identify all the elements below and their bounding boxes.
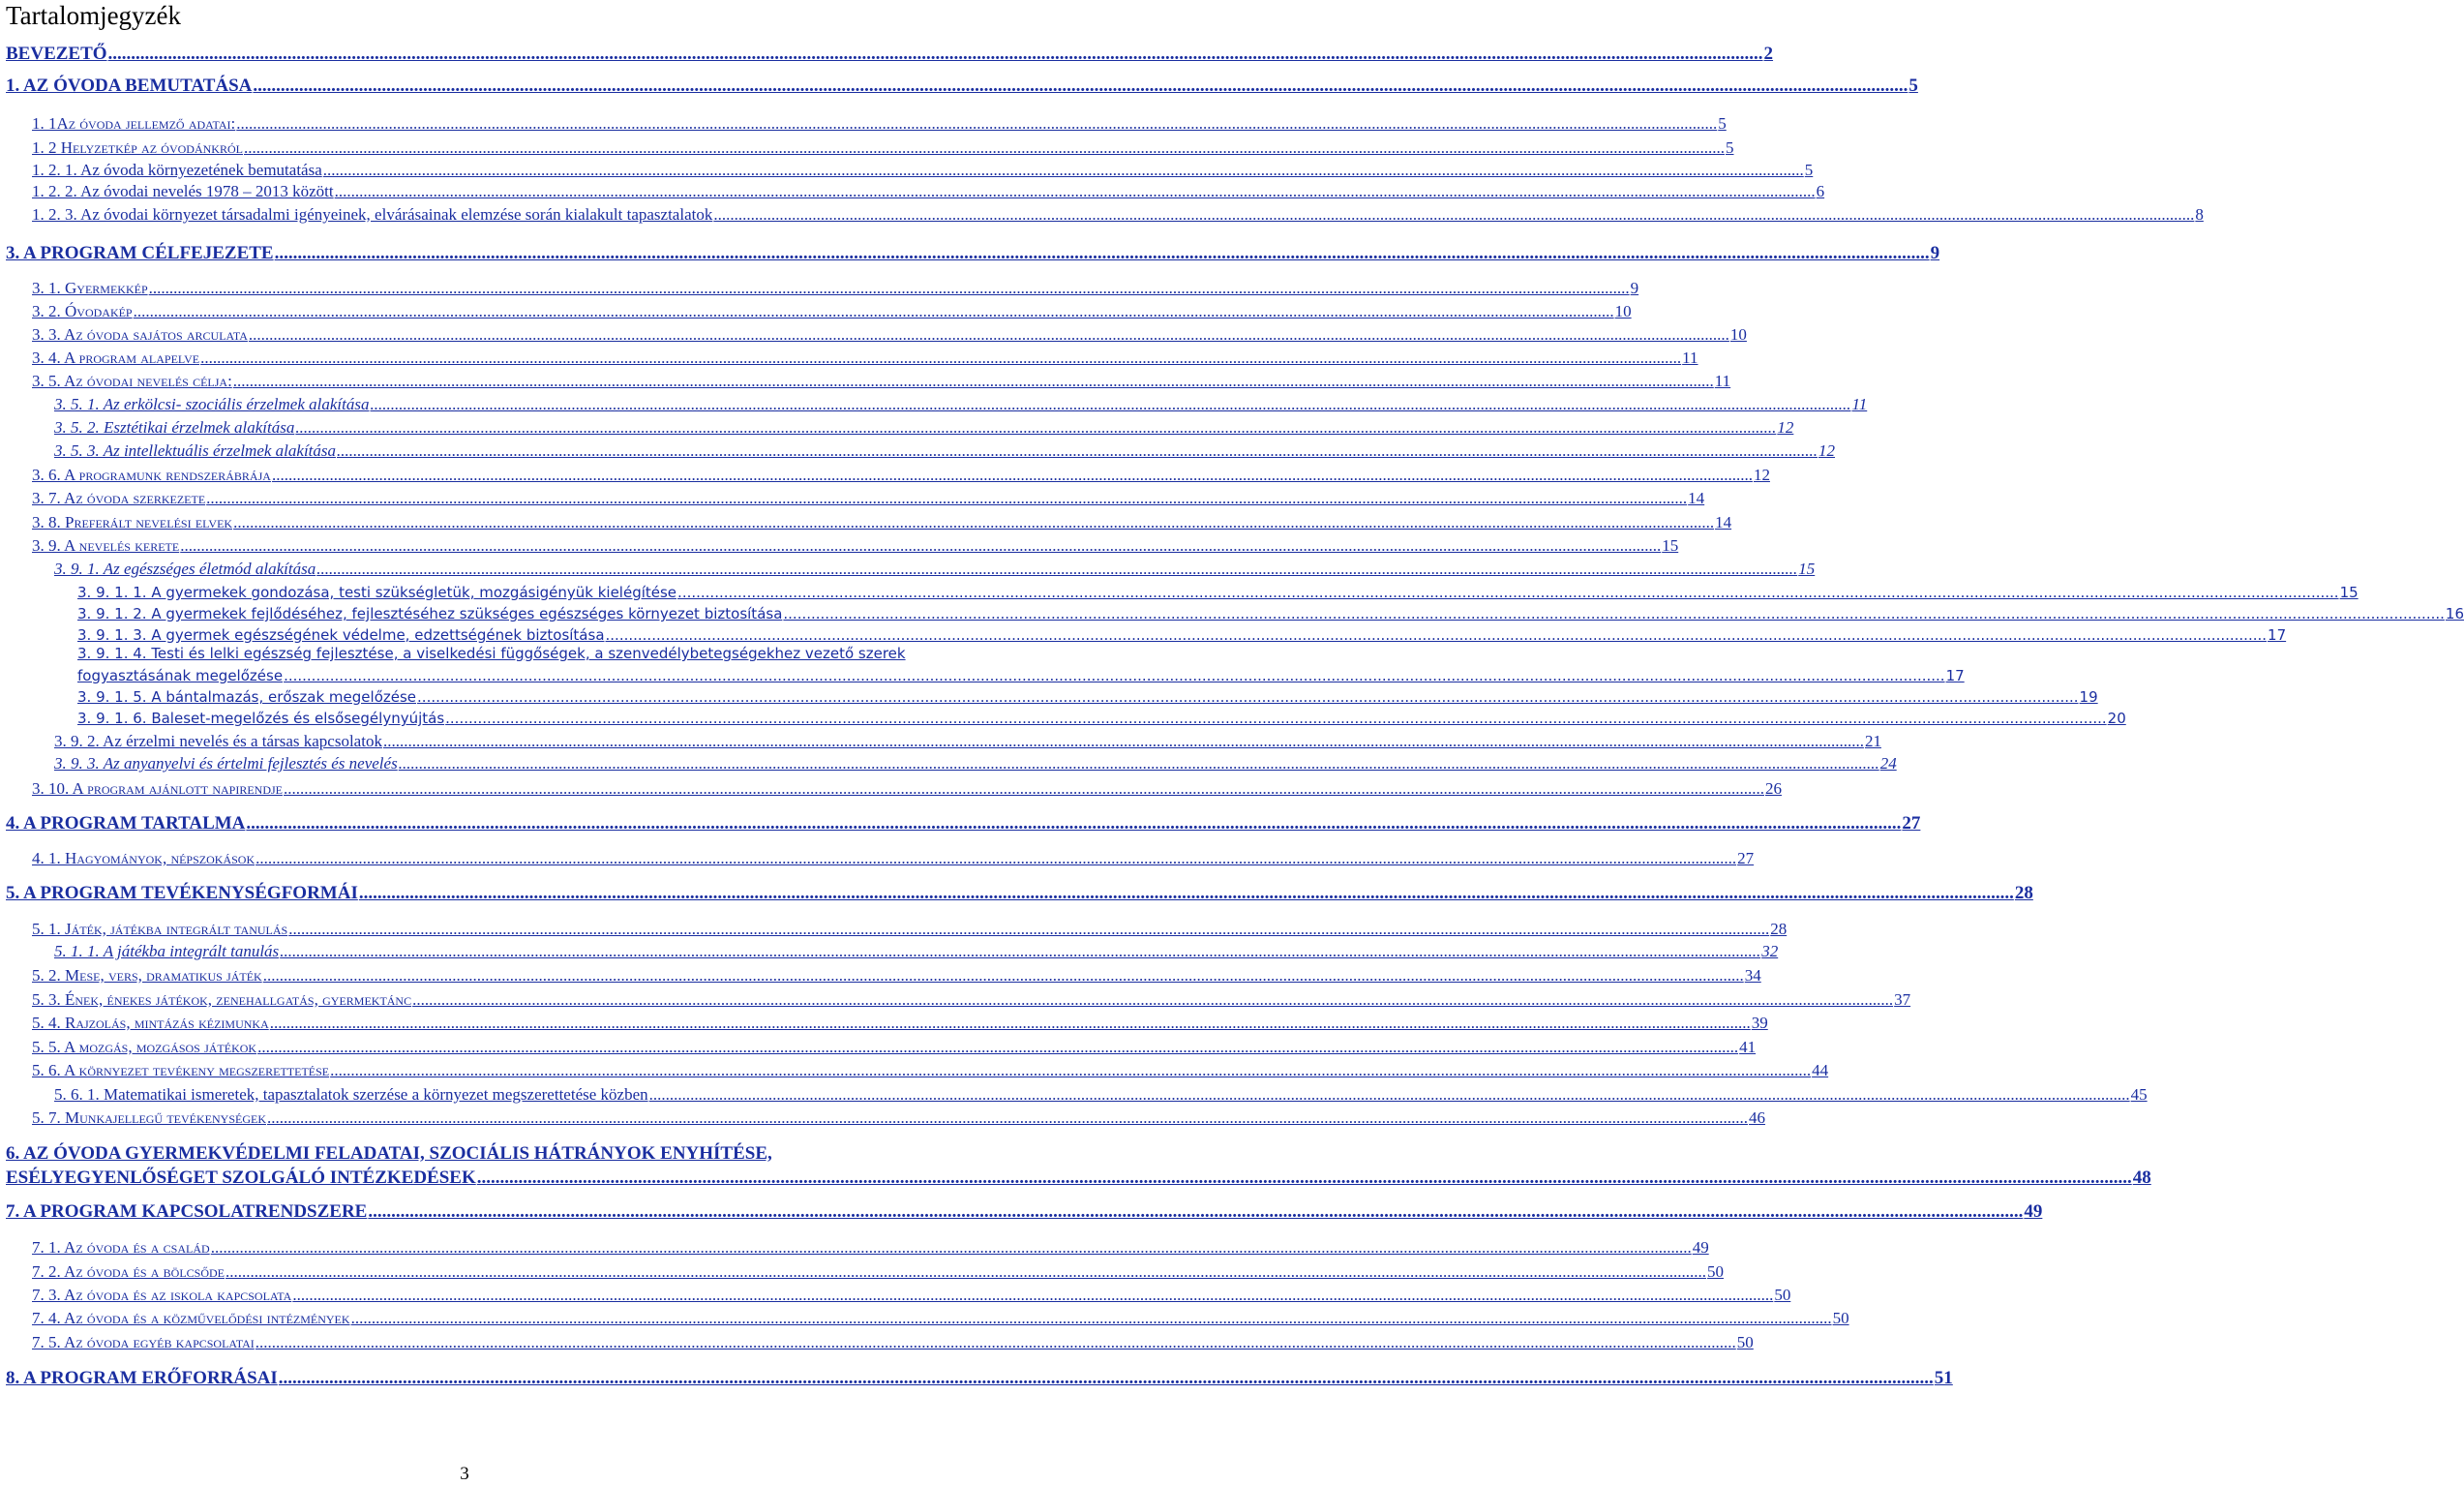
toc-entry-label: 3. 9. 1. 3. A gyermek egészségének védelme, edzettségének biztosítása	[77, 626, 605, 644]
toc-entry[interactable]	[77, 685, 2098, 709]
toc-entry[interactable]	[32, 487, 1705, 510]
toc-dot-leader	[316, 558, 1797, 581]
toc-entry-page: 37	[1894, 990, 1911, 1009]
toc-entry-label: 7. 3. Az óvoda és az iskola kapcsolata	[32, 1286, 292, 1304]
toc-entry-label: fogyasztásának megelőzése	[77, 667, 284, 684]
toc-entry[interactable]	[32, 1307, 1849, 1330]
toc-entry-label: 1. 1Az óvoda jellemző adatai:	[32, 114, 236, 133]
toc-entry-label: 3. 5. 1. Az erkölcsi- szociális érzelmek alakítása	[54, 395, 370, 413]
toc-dot-leader	[253, 75, 1908, 98]
toc-entry-label: 5. 7. Munkajellegű tevékenységek	[32, 1108, 267, 1127]
toc-dot-leader	[225, 1260, 1706, 1284]
toc-entry[interactable]	[54, 440, 1836, 463]
toc-entry-page: 26	[1765, 779, 1782, 798]
toc-entry-label: 4. A PROGRAM TARTALMA	[6, 813, 246, 834]
toc-dot-leader	[445, 707, 2107, 730]
toc-dot-leader	[257, 1036, 1738, 1059]
toc-entry[interactable]	[32, 1236, 1709, 1259]
toc-entry-page: 10	[1729, 325, 1747, 344]
toc-entry-label: 3. 2. Óvodakép	[32, 302, 133, 320]
toc-entry[interactable]	[77, 707, 2126, 730]
toc-entry-label: 3. 9. 1. 6. Baleset-megelőzés és elsősegélynyújtás	[77, 710, 445, 727]
toc-entry-page: 11	[1682, 349, 1698, 367]
toc-dot-leader	[246, 812, 1901, 835]
toc-entry-label: 7. 4. Az óvoda és a közművelődési intézmények	[32, 1309, 350, 1327]
toc-entry-label: 3. 6. A programunk rendszerábrája	[32, 466, 271, 484]
toc-dot-leader	[236, 112, 1717, 136]
toc-entry[interactable]	[32, 370, 1731, 393]
toc-dot-leader	[383, 730, 1864, 753]
toc-entry-page: 32	[1761, 942, 1779, 960]
toc-entry[interactable]	[32, 1059, 1829, 1082]
toc-entry[interactable]	[32, 964, 1761, 987]
toc-entry-page: 15	[1662, 536, 1679, 555]
toc-entry-label: 7. 2. Az óvoda és a bölcsőde	[32, 1262, 225, 1281]
toc-entry[interactable]	[32, 180, 1825, 203]
toc-entry-label: 3. 1. Gyermekkép	[32, 279, 148, 297]
toc-entry[interactable]	[32, 323, 1747, 347]
toc-entry-page: 49	[2024, 1201, 2043, 1222]
toc-entry[interactable]	[32, 203, 2204, 227]
toc-entry[interactable]	[32, 534, 1679, 558]
toc-dot-leader	[295, 416, 1776, 440]
toc-dot-leader	[288, 918, 1769, 941]
toc-entry-label: 5. 3. Ének, énekes játékok, zenehallgatás, gyermektánc	[32, 990, 412, 1009]
toc-dot-leader	[370, 393, 1850, 416]
toc-entry-page: 27	[1902, 813, 1921, 834]
toc-entry-label: 5. 4. Rajzolás, mintázás kézimunka	[32, 1014, 269, 1032]
toc-entry[interactable]	[6, 882, 2033, 905]
toc-dot-leader	[292, 1284, 1773, 1307]
toc-entry-page: 44	[1812, 1061, 1829, 1079]
toc-entry-label: 3. 3. Az óvoda sajátos arculata	[32, 325, 248, 344]
toc-entry[interactable]	[32, 1107, 1766, 1130]
toc-entry-label: 1. AZ ÓVODA BEMUTATÁSA	[6, 76, 253, 96]
toc-entry[interactable]	[32, 777, 1782, 801]
toc-entry[interactable]	[32, 1284, 1791, 1307]
toc-dot-leader	[200, 347, 1681, 370]
toc-entry[interactable]	[6, 1167, 2151, 1190]
toc-entry[interactable]	[6, 242, 1940, 265]
toc-entry-page: 39	[1751, 1014, 1768, 1032]
toc-entry[interactable]	[32, 112, 1727, 136]
toc-entry[interactable]	[77, 664, 1965, 687]
toc-dot-leader	[149, 277, 1630, 300]
toc-entry-label: 3. A PROGRAM CÉLFEJEZETE	[6, 243, 274, 263]
toc-dot-leader	[211, 1236, 1692, 1259]
toc-entry-label: 1. 2. 1. Az óvoda környezetének bemutatása	[32, 161, 322, 179]
toc-entry-label: 3. 5. Az óvodai nevelés célja:	[32, 372, 232, 390]
toc-entry-page: 6	[1816, 182, 1825, 200]
toc-entry[interactable]	[54, 1083, 2148, 1107]
toc-entry-label: 3. 7. Az óvoda szerkezete	[32, 489, 206, 507]
toc-dot-leader	[255, 847, 1736, 870]
toc-entry-page: 10	[1614, 302, 1632, 320]
toc-dot-leader	[275, 242, 1930, 265]
toc-dot-leader	[206, 487, 1687, 510]
toc-entry-label: 5. 5. A mozgás, mozgásos játékok	[32, 1038, 257, 1056]
toc-entry-label: 5. 2. Mese, vers, dramatikus játék	[32, 966, 262, 985]
toc-entry-page: 50	[1832, 1309, 1849, 1327]
toc-entry-page: 12	[1777, 418, 1794, 437]
toc-dot-leader	[284, 664, 1945, 687]
toc-dot-leader	[359, 882, 2014, 905]
toc-entry-label: 5. 1. Játék, játékba integrált tanulás	[32, 920, 288, 938]
toc-entry[interactable]	[54, 730, 1881, 753]
toc-entry-page: 12	[1753, 466, 1770, 484]
toc-entry-page: 17	[2268, 626, 2287, 644]
toc-entry-page: 45	[2130, 1085, 2148, 1104]
toc-dot-leader	[677, 581, 2339, 604]
toc-dot-leader	[249, 323, 1729, 347]
toc-entry-page: 50	[1774, 1286, 1791, 1304]
toc-entry[interactable]	[6, 812, 1921, 835]
toc-entry-label: 3. 4. A program alapelve	[32, 349, 200, 367]
toc-entry[interactable]	[32, 159, 1814, 182]
toc-entry-page: 50	[1707, 1262, 1725, 1281]
toc-dot-leader	[272, 464, 1753, 487]
toc-dot-leader	[244, 136, 1725, 160]
toc-entry-page: 48	[2132, 1168, 2151, 1188]
toc-entry-label: 7. 5. Az óvoda egyéb kapcsolatai	[32, 1333, 255, 1351]
toc-entry-page: 5	[1718, 114, 1727, 133]
toc-entry-label: 3. 10. A program ajánlott napirendje	[32, 779, 283, 798]
toc-entry[interactable]	[32, 300, 1632, 323]
toc-entry-label: 7. 1. Az óvoda és a család	[32, 1238, 210, 1257]
toc-entry-page: 11	[1851, 395, 1868, 413]
toc-dot-leader	[399, 752, 1879, 775]
toc-entry-page: 28	[1770, 920, 1788, 938]
toc-dot-leader	[255, 1331, 1736, 1354]
toc-dot-leader	[233, 370, 1714, 393]
toc-dot-leader	[649, 1083, 2130, 1107]
toc-entry-label: 3. 9. 1. 2. A gyermekek fejlődéséhez, fejlesztéséhez szükséges egészséges környezet biztosítása	[77, 605, 783, 622]
toc-entry-line[interactable]: 3. 9. 1. 4. Testi és lelki egészség fejlesztése, a viselkedési függőségek, a szenvedélybetegségekhez vezető szerek	[77, 645, 906, 662]
toc-entry-label: 5. 6. 1. Matematikai ismeretek, tapasztalatok szerzése a környezet megszerettetése közben	[54, 1085, 648, 1104]
toc-entry-page: 50	[1736, 1333, 1754, 1351]
toc-entry-label: 3. 9. A nevelés kerete	[32, 536, 180, 555]
toc-entry[interactable]	[32, 847, 1755, 870]
toc-entry[interactable]	[32, 464, 1770, 487]
toc-entry[interactable]	[54, 752, 1897, 775]
toc-entry[interactable]	[54, 393, 1868, 416]
toc-entry[interactable]	[77, 581, 2359, 604]
toc-entry-page: 9	[1630, 279, 1639, 297]
toc-entry-label: 3. 9. 1. Az egészséges életmód alakítása	[54, 560, 316, 578]
toc-entry-page: 49	[1692, 1238, 1709, 1257]
toc-entry-label: ESÉLYEGYENLŐSÉGET SZOLGÁLÓ INTÉZKEDÉSEK	[6, 1168, 476, 1188]
toc-entry-page: 41	[1739, 1038, 1757, 1056]
toc-entry[interactable]	[6, 1367, 1953, 1390]
toc-dot-leader	[270, 1012, 1751, 1035]
toc-entry-label: 3. 5. 2. Esztétikai érzelmek alakítása	[54, 418, 295, 437]
toc-entry-label: 1. 2. 3. Az óvodai környezet társadalmi igényeinek, elvárásainak elemzése során kialakult tapasztalatok	[32, 205, 713, 224]
toc-entry[interactable]	[6, 1200, 2043, 1224]
toc-entry-label: 5. A PROGRAM TEVÉKENYSÉGFORMÁI	[6, 883, 358, 903]
toc-dot-leader	[330, 1059, 1811, 1082]
toc-entry[interactable]	[32, 136, 1734, 160]
toc-entry-page: 8	[2195, 205, 2204, 224]
toc-entry[interactable]	[32, 988, 1911, 1012]
toc-entry-page: 2	[1763, 44, 1774, 64]
toc-entry-label: 1. 2. 2. Az óvodai nevelés 1978 – 2013 között	[32, 182, 334, 200]
toc-entry-page: 14	[1688, 489, 1705, 507]
toc-entry-page: 21	[1864, 732, 1881, 750]
toc-entry[interactable]	[77, 602, 2464, 625]
toc-dot-leader	[337, 440, 1818, 463]
toc-entry-page: 24	[1879, 754, 1897, 773]
toc-entry-page: 11	[1714, 372, 1731, 390]
toc-entry[interactable]	[54, 416, 1794, 440]
toc-entry-label: 3. 9. 3. Az anyanyelvi és értelmi fejlesztés és nevelés	[54, 754, 398, 773]
toc-entry-label: 8. A PROGRAM ERŐFORRÁSAI	[6, 1368, 278, 1388]
toc-entry-page: 5	[1725, 138, 1734, 157]
toc-dot-leader	[783, 602, 2445, 625]
toc-dot-leader	[280, 940, 1760, 963]
toc-entry-page: 12	[1818, 441, 1836, 460]
toc-dot-leader	[368, 1200, 2023, 1224]
toc-entry-label: 3. 9. 1. 1. A gyermekek gondozása, testi szükségletük, mozgásigényük kielégítése	[77, 584, 677, 601]
toc-entry-label: 5. 1. 1. A játékba integrált tanulás	[54, 942, 280, 960]
toc-entry-page: 27	[1737, 849, 1755, 867]
toc-entry-page: 17	[1945, 667, 1965, 684]
toc-dot-leader	[108, 43, 1763, 66]
toc-dot-leader	[323, 159, 1804, 182]
toc-entry-label: 5. 6. A környezet tevékeny megszerettetése	[32, 1061, 330, 1079]
toc-entry-page: 20	[2107, 710, 2126, 727]
toc-dot-leader	[263, 964, 1744, 987]
toc-entry-page: 9	[1930, 243, 1940, 263]
toc-entry[interactable]	[32, 1331, 1754, 1354]
toc-entry[interactable]	[54, 558, 1816, 581]
toc-entry[interactable]	[32, 347, 1698, 370]
toc-entry-page: 51	[1934, 1368, 1953, 1388]
toc-dot-leader	[279, 1367, 1934, 1390]
toc-entry[interactable]	[32, 1012, 1768, 1035]
toc-entry-label: 3. 9. 2. Az érzelmi nevelés és a társas kapcsolatok	[54, 732, 382, 750]
toc-entry-page: 15	[2339, 584, 2359, 601]
toc-dot-leader	[713, 203, 2194, 227]
toc-entry-page: 28	[2014, 883, 2033, 903]
toc-entry[interactable]	[32, 511, 1732, 534]
toc-entry-label: 3. 9. 1. 5. A bántalmazás, erőszak megelőzése	[77, 688, 417, 706]
toc-entry-page: 19	[2079, 688, 2098, 706]
toc-dot-leader	[477, 1167, 2132, 1190]
toc-entry-page: 34	[1744, 966, 1761, 985]
toc-entry-page: 5	[1804, 161, 1814, 179]
toc-entry[interactable]	[6, 75, 1918, 98]
toc-entry-page: 46	[1749, 1108, 1766, 1127]
toc-dot-leader	[351, 1307, 1832, 1330]
toc-entry[interactable]	[32, 1260, 1725, 1284]
toc-dot-leader	[267, 1107, 1748, 1130]
toc-entry-page: 14	[1715, 513, 1732, 531]
page-title: Tartalomjegyzék	[6, 1, 182, 30]
toc-entry-label: 3. 5. 3. Az intellektuális érzelmek alakítása	[54, 441, 337, 460]
toc-entry-label: BEVEZETŐ	[6, 44, 107, 64]
toc-entry-page: 15	[1798, 560, 1816, 578]
toc-dot-leader	[417, 685, 2079, 709]
toc-dot-leader	[335, 180, 1816, 203]
toc-entry-page: 16	[2445, 605, 2464, 622]
toc-entry[interactable]	[6, 43, 1774, 66]
toc-entry-line[interactable]: 6. AZ ÓVODA GYERMEKVÉDELMI FELADATAI, SZOCIÁLIS HÁTRÁNYOK ENYHÍTÉSE,	[6, 1143, 772, 1164]
toc-dot-leader	[180, 534, 1661, 558]
toc-entry-label: 1. 2 Helyzetkép az óvodánkról	[32, 138, 243, 157]
toc-dot-leader	[284, 777, 1764, 801]
toc-dot-leader	[412, 988, 1893, 1012]
toc-entry-label: 3. 8. Preferált nevelési elvek	[32, 513, 233, 531]
toc-entry-label: 4. 1. Hagyományok, népszokások	[32, 849, 255, 867]
toc-entry[interactable]	[32, 1036, 1757, 1059]
toc-dot-leader	[134, 300, 1614, 323]
toc-entry[interactable]	[32, 918, 1788, 941]
page-number: 3	[460, 1464, 469, 1484]
toc-entry[interactable]	[54, 940, 1779, 963]
toc-entry[interactable]	[32, 277, 1639, 300]
toc-entry-label: 7. A PROGRAM KAPCSOLATRENDSZERE	[6, 1201, 368, 1222]
toc-entry-page: 5	[1908, 76, 1918, 96]
toc-dot-leader	[233, 511, 1714, 534]
